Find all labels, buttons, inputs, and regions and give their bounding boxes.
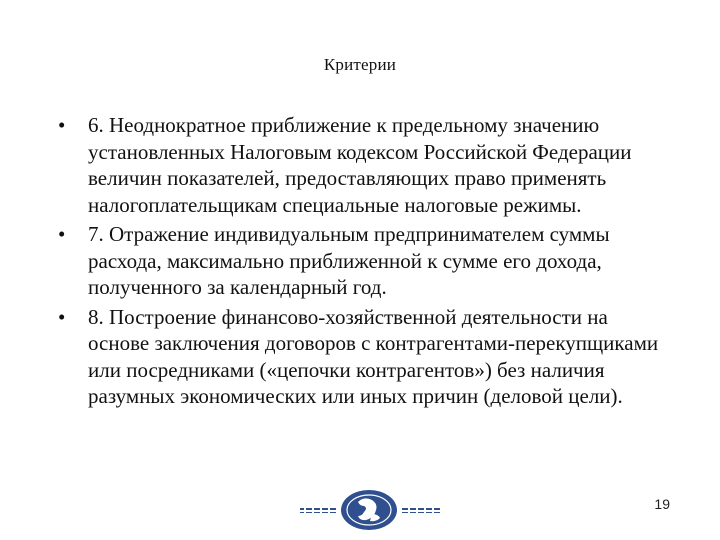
page-number: 19	[654, 496, 670, 512]
logo-left-stripes	[300, 507, 336, 514]
bullet-marker: •	[58, 304, 66, 329]
bullet-marker: •	[58, 222, 66, 246]
bullet-text: 7. Отражение индивидуальным предпринимателем суммы расхода, максимально приближенной к сумме его дохода, полученного за календарный год.	[88, 222, 610, 299]
logo-emblem	[341, 490, 397, 530]
bullet-item	[58, 304, 662, 410]
bullet-marker: •	[58, 113, 66, 137]
bullet-item	[58, 112, 662, 218]
logo-right-stripes	[402, 507, 440, 514]
bullet-item	[58, 221, 662, 301]
bullet-text: 6. Неоднократное приближение к предельному значению установленных Налоговым кодексом Российской Федерации величин показателей, предоставляющих право применять налогоплательщикам специальные налоговые режимы.	[88, 113, 632, 217]
emblem-logo-icon	[298, 488, 442, 532]
bullet-list	[58, 112, 662, 413]
slide-title: Критерии	[323, 55, 397, 74]
bullet-text: 8. Построение финансово-хозяйственной деятельности на основе заключения договоров с контрагентами-перекупщиками или посредниками («цепочки контрагентов») без наличия разумных экономических или иных причин (деловой цели).	[88, 304, 659, 408]
